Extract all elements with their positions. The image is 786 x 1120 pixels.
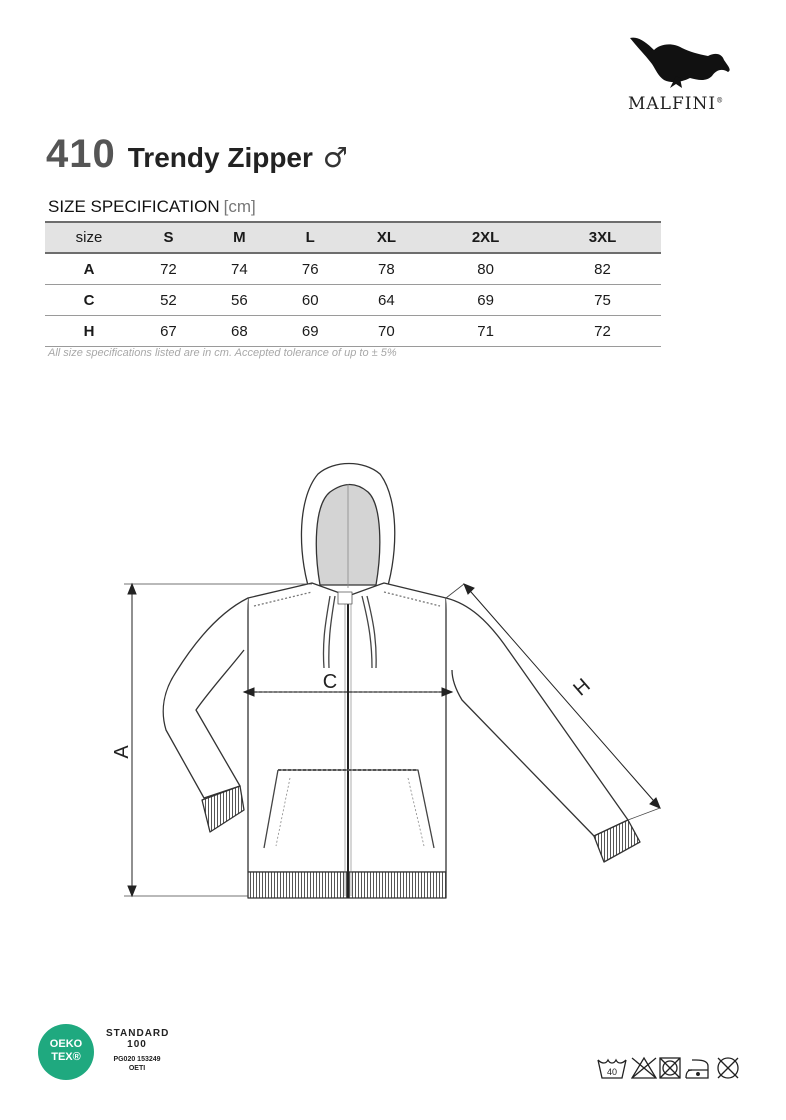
left-sleeve	[163, 598, 248, 798]
table-cell: 70	[346, 316, 427, 347]
size-table	[45, 221, 661, 347]
table-cell: 71	[427, 316, 544, 347]
table-cell: 60	[275, 285, 346, 316]
table-cell: 72	[133, 253, 204, 285]
standard-line1: STANDARD	[106, 1028, 170, 1039]
table-cell: 72	[544, 316, 661, 347]
table-row	[45, 253, 661, 285]
column-header: 3XL	[544, 222, 661, 253]
iron-low-icon	[686, 1060, 708, 1078]
table-cell: 69	[275, 316, 346, 347]
table-cell: 75	[544, 285, 661, 316]
hoodie-diagram	[0, 440, 786, 920]
row-label: A	[45, 253, 133, 285]
bird-logo-icon	[616, 30, 746, 92]
dimension-label-c: C	[322, 671, 338, 693]
column-header: S	[133, 222, 204, 253]
table-row	[45, 316, 661, 347]
size-spec-title: SIZE SPECIFICATION	[48, 197, 220, 216]
standard-line2: 100	[127, 1039, 147, 1050]
table-cell: 82	[544, 253, 661, 285]
table-cell: 78	[346, 253, 427, 285]
size-spec-heading	[48, 197, 256, 217]
column-header: L	[275, 222, 346, 253]
dimension-label-h: H	[569, 674, 595, 701]
care-symbols	[596, 1054, 746, 1084]
product-number: 410	[46, 132, 116, 176]
row-label: C	[45, 285, 133, 316]
code-line2: OETI	[128, 1065, 146, 1072]
oeko-code	[104, 1055, 170, 1073]
table-cell: 74	[204, 253, 275, 285]
oeko-tex-logo	[38, 1024, 94, 1080]
svg-text:40: 40	[606, 1067, 618, 1077]
brand-name: MALFINI®	[628, 94, 725, 114]
no-dry-clean-icon	[718, 1058, 738, 1078]
product-name: Trendy Zipper	[127, 142, 313, 173]
male-symbol-icon: ♂	[322, 141, 349, 174]
page-title	[46, 132, 348, 182]
no-tumble-dry-icon	[660, 1058, 680, 1078]
table-cell: 64	[346, 285, 427, 316]
brand-logo	[616, 30, 746, 120]
size-spec-unit: [cm]	[223, 197, 256, 216]
column-header: size	[45, 222, 133, 253]
wash-40-icon	[598, 1060, 626, 1078]
oeko-tex-badge	[38, 1024, 198, 1084]
table-header-row	[45, 222, 661, 253]
table-row	[45, 285, 661, 316]
oeko-line1: OEKO	[49, 1038, 83, 1050]
table-cell: 67	[133, 316, 204, 347]
table-cell: 56	[204, 285, 275, 316]
table-cell: 68	[204, 316, 275, 347]
right-sleeve	[446, 598, 628, 836]
table-cell: 76	[275, 253, 346, 285]
row-label: H	[45, 316, 133, 347]
dimension-label-a: A	[111, 745, 133, 759]
table-cell: 52	[133, 285, 204, 316]
code-line1: PG020 153249	[113, 1056, 161, 1063]
table-cell: 80	[427, 253, 544, 285]
oeko-line2: TEX®	[51, 1051, 81, 1063]
oeko-standard	[106, 1028, 168, 1050]
tolerance-note: All size specifications listed are in cm. Accepted tolerance of up to ± 5%	[48, 347, 397, 359]
column-header: M	[204, 222, 275, 253]
column-header: 2XL	[427, 222, 544, 253]
column-header: XL	[346, 222, 427, 253]
no-bleach-icon	[632, 1058, 656, 1078]
table-cell: 69	[427, 285, 544, 316]
